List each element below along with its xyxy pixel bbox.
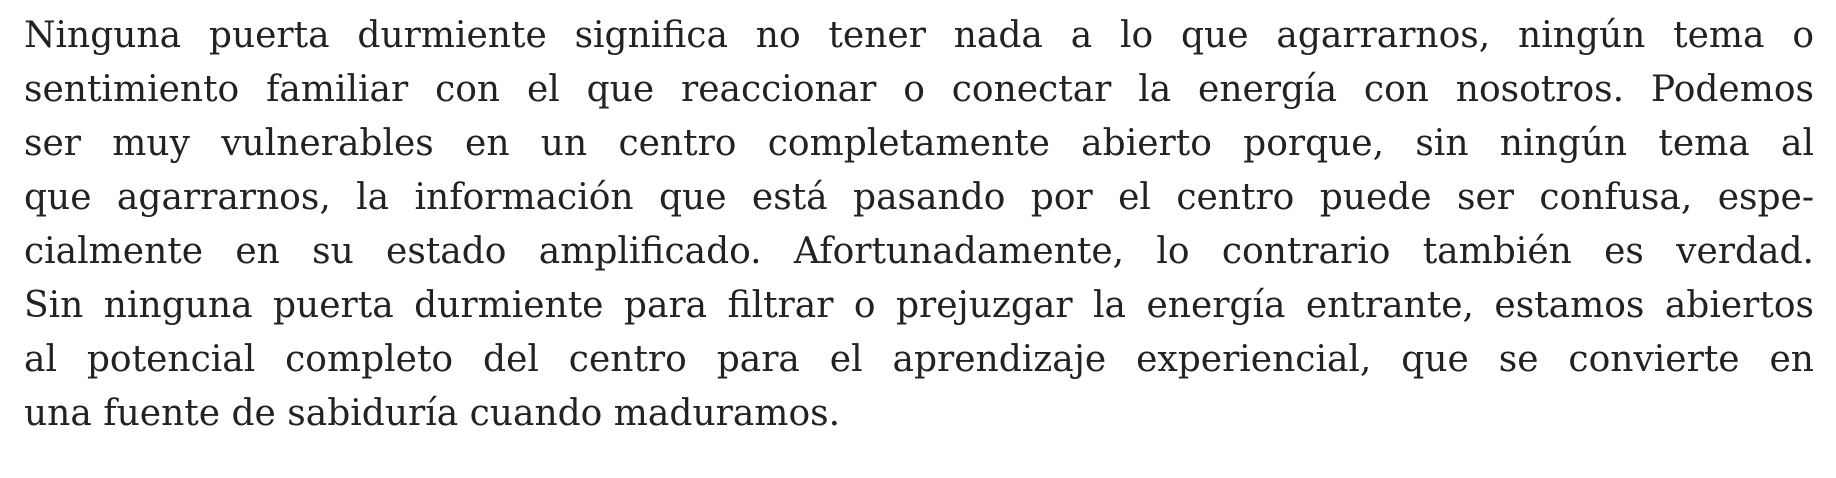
paragraph-line: Ninguna puerta durmiente significa no tener nada a lo que agarrarnos, ningún tema o (24, 15, 1814, 56)
paragraph-line: una fuente de sabiduría cuando maduramos. (24, 393, 841, 434)
body-paragraph (24, 9, 1814, 441)
paragraph-line: sentimiento familiar con el que reaccionar o conectar la energía con nosotros. Podemos (24, 69, 1814, 110)
paragraph-line: cialmente en su estado amplificado. Afortunadamente, lo contrario también es verdad. (24, 231, 1814, 272)
paragraph-line: Sin ninguna puerta durmiente para filtrar o prejuzgar la energía entrante, estamos abiertos (24, 285, 1814, 326)
paragraph-line: ser muy vulnerables en un centro completamente abierto porque, sin ningún tema al (24, 123, 1814, 164)
paragraph-line: al potencial completo del centro para el aprendizaje experiencial, que se convierte en (24, 339, 1814, 380)
paragraph-line: que agarrarnos, la información que está pasando por el centro puede ser confusa, espe- (24, 177, 1814, 218)
